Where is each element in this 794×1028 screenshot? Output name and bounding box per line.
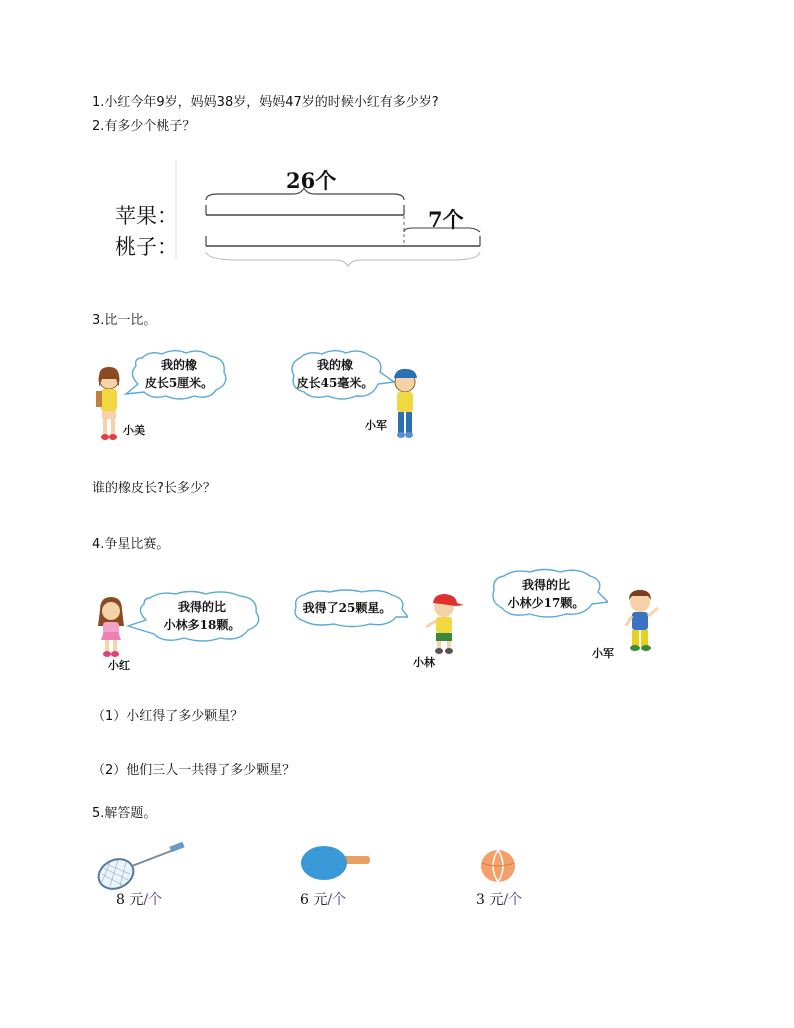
name-xiaolin: 小林 — [413, 656, 435, 669]
name-xiaojun-compare: 小军 — [365, 419, 387, 432]
racket-price — [116, 889, 162, 909]
speech-bubble-xiaojun-compare — [286, 348, 396, 403]
ball-price-unit: /个 — [503, 892, 523, 908]
racket-price-unit: /个 — [143, 892, 163, 908]
paddle-price-number: 6 元 — [300, 892, 328, 908]
racket-price-number: 8 元 — [116, 892, 144, 908]
ping-pong-paddle-icon — [300, 846, 372, 882]
name-xiaohong: 小红 — [108, 659, 130, 672]
girl-xiaohong-figure — [94, 596, 128, 658]
ball-icon — [480, 849, 516, 883]
bubble-xiaojun-compare-line2: 皮长45毫米。 — [296, 376, 374, 390]
question-4-sub-1: （1）小红得了多少颗星？ — [92, 709, 244, 724]
apple-label: 苹果： — [115, 204, 178, 228]
name-xiaomei: 小美 — [123, 424, 145, 437]
girl-xiaomei-figure — [92, 365, 126, 443]
question-5: 5.解答题。 — [92, 806, 157, 821]
speech-bubble-xiaolin — [290, 589, 408, 629]
question-4: 4.争星比赛。 — [92, 537, 170, 552]
bubble-xiaomei-line1: 我的橡 — [160, 358, 197, 372]
question-3-ask: 谁的橡皮长?长多少？ — [92, 481, 216, 496]
boy-xiaojun-figure-1 — [388, 368, 422, 440]
badminton-racket-icon — [96, 842, 188, 892]
bubble-xiaohong-line2: 小林多18颗。 — [163, 618, 241, 632]
speech-bubble-xiaomei — [122, 348, 232, 403]
difference-label: 7个 — [428, 207, 464, 232]
question-1: 1.小红今年9岁，妈妈38岁，妈妈47岁的时候小红有多少岁? — [92, 95, 439, 110]
bubble-xiaohong-line1: 我得的比 — [177, 600, 226, 614]
question-2: 2.有多少个桃子？ — [92, 119, 196, 134]
line-segment-diagram — [108, 160, 498, 270]
peach-label: 桃子： — [115, 235, 178, 259]
ball-price — [476, 889, 522, 909]
total-label: 26个 — [286, 168, 337, 193]
ball-price-number: 3 元 — [476, 892, 504, 908]
speech-bubble-xiaohong — [124, 590, 266, 644]
question-4-sub-2: （2）他们三人一共得了多少颗星？ — [92, 763, 296, 778]
name-xiaojun-contest: 小军 — [592, 647, 614, 660]
boy-xiaojun-figure-2 — [620, 588, 662, 654]
bubble-xiaomei-line2: 皮长5厘米。 — [144, 376, 214, 390]
bubble-xiaojun-contest-line1: 我得的比 — [521, 578, 570, 592]
boy-xiaolin-figure — [424, 593, 466, 655]
bubble-xiaojun-contest-line2: 小林少17颗。 — [507, 596, 585, 610]
bubble-xiaolin-line1: 我得了25颗星。 — [302, 601, 392, 615]
bubble-xiaojun-compare-line1: 我的橡 — [316, 358, 353, 372]
question-3: 3.比一比。 — [92, 313, 157, 328]
paddle-price — [300, 889, 346, 909]
speech-bubble-xiaojun-contest — [488, 568, 608, 620]
paddle-price-unit: /个 — [327, 892, 347, 908]
